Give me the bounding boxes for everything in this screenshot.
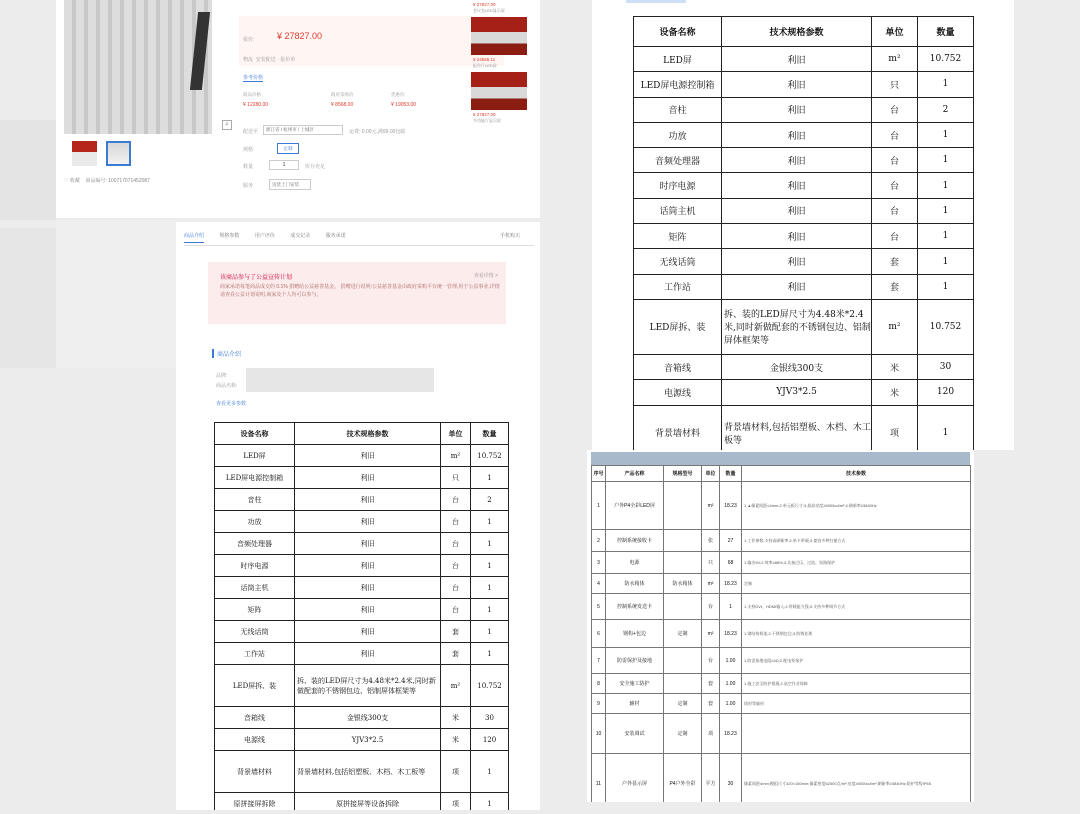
table-row: [592, 714, 971, 754]
table-cell: 台: [872, 122, 918, 147]
recommend-thumbnail[interactable]: [471, 72, 527, 110]
table-cell: 1.支持DVI、HDMI输入;2.带载能力强;3.支持多种调节方式: [742, 594, 971, 620]
table-cell: 利旧: [722, 122, 872, 147]
recommend-thumbnail[interactable]: [471, 17, 527, 55]
table-cell: 米: [872, 354, 918, 379]
qty-label: 数量: [243, 164, 254, 170]
table-cell: 台: [872, 173, 918, 198]
table-cell: 防雷保护及接地: [606, 648, 664, 674]
notice-link[interactable]: 查看详情 >: [473, 273, 498, 279]
recommend-name[interactable]: 多功能厅显示屏: [473, 118, 501, 123]
table-cell: 工作站: [634, 274, 722, 299]
table-cell: 68: [720, 552, 742, 574]
table-row: [634, 198, 974, 223]
table-cell: 张: [702, 530, 720, 552]
table-cell: m²: [702, 482, 720, 530]
product-description-panel: [176, 222, 540, 810]
table-cell: [742, 714, 971, 754]
table-cell: 利旧: [295, 445, 441, 467]
table-row: [215, 707, 509, 729]
ship-to-label: 配送至: [243, 129, 259, 135]
table-cell: 金银线300支: [295, 707, 441, 729]
table-row: [592, 552, 971, 574]
service-label: 服务: [243, 183, 254, 189]
column-header: 规格型号: [664, 466, 702, 482]
recommend-price: ¥ 27827.00: [473, 2, 496, 7]
table-cell: m²: [872, 299, 918, 354]
table-row: [215, 489, 509, 511]
table-cell: 利旧: [722, 274, 872, 299]
product-info: [239, 0, 509, 218]
table-cell: 背景墙材料,包括铝塑板、木档、木工板等: [295, 751, 441, 793]
column-header: 技术规格参数: [722, 17, 872, 47]
table-cell: 定制: [664, 620, 702, 648]
table-cell: 背景墙材料: [215, 751, 295, 793]
table-row: [215, 599, 509, 621]
table-cell: 利旧: [722, 148, 872, 173]
table-cell: LED屏: [634, 47, 722, 72]
table-cell: 5: [592, 594, 606, 620]
equipment-table-panel: [592, 0, 1014, 450]
table-cell: 电源线: [634, 380, 722, 405]
table-cell: [664, 552, 702, 574]
price-col: 优惠价 ¥ 19053.00: [391, 92, 417, 108]
table-cell: 3: [592, 552, 606, 574]
blurred-region: [0, 228, 56, 368]
table-cell: 10.752: [471, 665, 509, 707]
table-cell: 项: [441, 751, 471, 793]
table-row: [634, 249, 974, 274]
table-row: [634, 354, 974, 379]
notice-text: 商家承诺每笔商品成交的 0.1% 捐赠给公益慈善基金。 捐赠进行说明:公益慈善基金由政府采购平台统一管理,用于公益事业,详情请查看公益计划说明,商家及个人均可以参与。: [220, 284, 500, 298]
table-cell: 音频处理器: [634, 148, 722, 173]
table-row: [634, 173, 974, 198]
table-cell: 利旧: [295, 621, 441, 643]
table-cell: P4户外全彩: [664, 754, 702, 803]
table-cell: LED屏: [215, 445, 295, 467]
recommend-name[interactable]: 会议室LED显示屏: [473, 8, 505, 13]
table-cell: m²: [441, 665, 471, 707]
table-cell: 台: [872, 198, 918, 223]
table-cell: 时序电源: [215, 555, 295, 577]
table-cell: 控制系统接收卡: [606, 530, 664, 552]
table-cell: 台: [702, 648, 720, 674]
table-cell: 1.钢结构框架;2.不锈钢包边;3.防锈处理: [742, 620, 971, 648]
table-cell: 台: [441, 489, 471, 511]
table-row: [592, 482, 971, 530]
table-cell: [664, 648, 702, 674]
tab-service[interactable]: 服务承诺: [325, 233, 346, 239]
table-cell: 利旧: [722, 249, 872, 274]
table-cell: 无线话筒: [634, 249, 722, 274]
table-cell: 套: [441, 643, 471, 665]
table-cell: 利旧: [722, 173, 872, 198]
table-cell: 利旧: [722, 72, 872, 97]
product-detail-panel: [56, 0, 540, 218]
service-select[interactable]: 送货上门安装: [269, 179, 311, 190]
table-row: [215, 577, 509, 599]
table-cell: 1.防雷接地电阻≤4Ω;2.配电柜保护: [742, 648, 971, 674]
column-header: 数量: [471, 423, 509, 445]
table-cell: 安全施工防护: [606, 674, 664, 694]
table-cell: 利旧: [722, 97, 872, 122]
table-row: [592, 530, 971, 552]
table-cell: 10.752: [918, 47, 974, 72]
table-row: [592, 674, 971, 694]
table-cell: YJV3*2.5: [722, 380, 872, 405]
quantity-stepper[interactable]: 1: [269, 160, 299, 170]
table-cell: 利旧: [295, 511, 441, 533]
table-cell: 无线话筒: [215, 621, 295, 643]
table-row: [215, 665, 509, 707]
table-cell: 18.23: [720, 714, 742, 754]
table-cell: 18.23: [720, 574, 742, 594]
price-col: 商品价格 ¥ 12280.00: [243, 92, 269, 108]
table-cell: 项: [872, 405, 918, 450]
table-cell: 工作站: [215, 643, 295, 665]
recommend-price: ¥ 27827.00: [473, 112, 496, 117]
charity-notice: [208, 262, 506, 324]
spec-table: [591, 465, 971, 802]
spec-label: 规格: [243, 147, 254, 153]
table-cell: 6: [592, 620, 606, 648]
table-cell: 1: [471, 577, 509, 599]
table-row: [215, 621, 509, 643]
column-header: 产品名称: [606, 466, 664, 482]
table-cell: 1: [471, 643, 509, 665]
table-cell: 套: [872, 249, 918, 274]
table-cell: 户外P4全彩LED屏: [606, 482, 664, 530]
table-cell: m²: [441, 445, 471, 467]
table-cell: 利旧: [295, 577, 441, 599]
table-cell: 套: [702, 674, 720, 694]
table-cell: 1.▲像素间距≤4mm;2.单元板尺寸;3.最高亮度≥5000cd/m²;4.刷新率≥3840Hz: [742, 482, 971, 530]
table-cell: 利旧: [295, 489, 441, 511]
table-cell: m²: [702, 574, 720, 594]
table-row: [592, 694, 971, 714]
shipping-note: 运费: 0.00元,满99.00包邮: [349, 129, 406, 135]
column-header: 单位: [872, 17, 918, 47]
table-cell: 1.施工安全防护措施;2.高空作业保障: [742, 674, 971, 694]
table-cell: 功放: [634, 122, 722, 147]
table-row: [634, 224, 974, 249]
table-row: [592, 620, 971, 648]
table-cell: 1: [471, 511, 509, 533]
table-cell: 120: [918, 380, 974, 405]
product-price: ¥ 27827.00: [277, 31, 323, 41]
recommend-list: [471, 0, 533, 127]
blurred-region: [626, 0, 686, 3]
table-cell: 1: [720, 594, 742, 620]
table-row: [634, 72, 974, 97]
table-cell: 套: [441, 621, 471, 643]
table-cell: 防水箱体: [664, 574, 702, 594]
table-row: [592, 754, 971, 803]
table-cell: 30: [720, 754, 742, 803]
price-label: 报价:: [243, 37, 255, 43]
table-cell: 利旧: [722, 47, 872, 72]
column-header: 数量: [918, 17, 974, 47]
table-cell: 拆、装的LED屏尺寸为4.48米*2.4米,同时新做配套的不锈钢包边、铝制屏体框架等: [722, 299, 872, 354]
table-cell: 利旧: [295, 555, 441, 577]
table-cell: 120: [471, 729, 509, 751]
table-cell: 功放: [215, 511, 295, 533]
table-cell: 18.23: [720, 620, 742, 648]
table-cell: 音频处理器: [215, 533, 295, 555]
table-cell: YJV3*2.5: [295, 729, 441, 751]
recommend-name[interactable]: 报告厅LED屏: [473, 63, 497, 68]
table-cell: 1: [918, 249, 974, 274]
table-cell: 27: [720, 530, 742, 552]
table-cell: 定制: [664, 694, 702, 714]
table-cell: 米: [872, 380, 918, 405]
table-cell: 台: [441, 599, 471, 621]
table-cell: 电源: [606, 552, 664, 574]
table-cell: 音箱线: [634, 354, 722, 379]
table-cell: 台: [702, 594, 720, 620]
table-cell: 1: [918, 198, 974, 223]
more-params-link[interactable]: 查看更多参数: [216, 401, 247, 407]
table-header-row: [634, 17, 974, 47]
table-row: [634, 299, 974, 354]
table-cell: 只: [441, 467, 471, 489]
table-row: [634, 97, 974, 122]
table-cell: 7: [592, 648, 606, 674]
table-cell: 利旧: [722, 198, 872, 223]
table-row: [215, 751, 509, 793]
table-cell: 矩阵: [634, 224, 722, 249]
table-row: [215, 555, 509, 577]
table-cell: 音柱: [215, 489, 295, 511]
table-cell: 18.23: [720, 482, 742, 530]
table-cell: 10.752: [918, 299, 974, 354]
table-cell: 1: [471, 793, 509, 811]
table-cell: [664, 530, 702, 552]
table-cell: 4: [592, 574, 606, 594]
table-cell: 防水箱体: [606, 574, 664, 594]
table-row: [634, 405, 974, 450]
table-cell: 10: [592, 714, 606, 754]
table-cell: 话筒主机: [215, 577, 295, 599]
table-row: [634, 122, 974, 147]
table-cell: 线材等辅材: [742, 694, 971, 714]
table-row: [592, 594, 971, 620]
table-row: [592, 648, 971, 674]
price-col: 政府采购价 ¥ 8568.00: [331, 92, 354, 108]
table-cell: LED屏电源控制箱: [634, 72, 722, 97]
table-cell: 台: [872, 224, 918, 249]
table-cell: 控制系统发送卡: [606, 594, 664, 620]
equipment-table-zoomed: [633, 16, 974, 450]
table-cell: 话筒主机: [634, 198, 722, 223]
table-cell: 1: [918, 405, 974, 450]
section-title: 商品介绍: [212, 349, 241, 358]
table-cell: 钢构+包边: [606, 620, 664, 648]
table-cell: 只: [702, 552, 720, 574]
blurred-region: [56, 220, 176, 368]
table-cell: m²: [702, 620, 720, 648]
column-header: 设备名称: [634, 17, 722, 47]
equipment-table: [214, 422, 509, 810]
table-cell: 平方: [702, 754, 720, 803]
table-cell: 金银线300支: [722, 354, 872, 379]
table-cell: 原拼接屏拆除: [215, 793, 295, 811]
column-header: 数量: [720, 466, 742, 482]
tab-records[interactable]: 成交记录: [290, 233, 311, 239]
product-main-image[interactable]: [64, 0, 212, 134]
table-cell: 台: [441, 555, 471, 577]
table-cell: 定制: [664, 714, 702, 754]
table-cell: 只: [872, 72, 918, 97]
table-cell: LED屏拆、装: [634, 299, 722, 354]
table-cell: 利旧: [295, 643, 441, 665]
column-header: 单位: [441, 423, 471, 445]
table-cell: 30: [471, 707, 509, 729]
table-cell: 1: [471, 555, 509, 577]
table-header-row: [592, 466, 971, 482]
table-cell: 1: [471, 533, 509, 555]
table-cell: 台: [441, 577, 471, 599]
table-row: [634, 274, 974, 299]
table-cell: 利旧: [295, 533, 441, 555]
mobile-buy-link[interactable]: 手机购买: [499, 233, 520, 239]
table-cell: 1.00: [720, 674, 742, 694]
table-cell: 安装调试: [606, 714, 664, 754]
table-cell: 1: [471, 751, 509, 793]
column-header: 技术参数: [742, 466, 971, 482]
tab-intro[interactable]: 商品介绍: [184, 232, 204, 243]
table-row: [215, 793, 509, 811]
recommend-price: ¥ 24566.11: [473, 57, 496, 62]
table-row: [592, 574, 971, 594]
blurred-region: [0, 120, 56, 220]
spec-table-panel: [587, 450, 974, 802]
table-cell: 音箱线: [215, 707, 295, 729]
favorite-icon[interactable]: ♡: [64, 178, 69, 184]
table-cell: 背景墙材料: [634, 405, 722, 450]
table-cell: 2: [471, 489, 509, 511]
column-header: 单位: [702, 466, 720, 482]
table-cell: 30: [918, 354, 974, 379]
table-cell: 拆、装的LED屏尺寸为4.48米*2.4米,同时新做配套的不锈钢包边、铝制屏体框架等: [295, 665, 441, 707]
table-cell: 9: [592, 694, 606, 714]
table-row: [215, 467, 509, 489]
description-tabs: [184, 232, 534, 246]
table-cell: 1: [918, 148, 974, 173]
product-thumbnail[interactable]: [72, 141, 97, 166]
table-cell: 1.工作参数:支持高刷新率;2.单卡带载;3.兼容多种扫描方式: [742, 530, 971, 552]
column-header: 技术规格参数: [295, 423, 441, 445]
table-cell: 1: [918, 173, 974, 198]
notice-title: 该商品参与了公益宣传计划: [220, 275, 293, 281]
table-cell: 定制: [742, 574, 971, 594]
table-cell: 1: [918, 72, 974, 97]
table-row: [215, 511, 509, 533]
table-cell: [664, 482, 702, 530]
table-cell: 时序电源: [634, 173, 722, 198]
table-cell: 1: [471, 621, 509, 643]
table-row: [634, 148, 974, 173]
table-cell: 1: [918, 274, 974, 299]
table-header-bar: [591, 452, 970, 465]
table-cell: 音柱: [634, 97, 722, 122]
column-header: 序号: [592, 466, 606, 482]
table-cell: 1.输出5V;2.效率≥88%;3.具备过压、过流、短路保护: [742, 552, 971, 574]
tab-specs[interactable]: 规格参数: [219, 233, 240, 239]
reference-price-tab[interactable]: 参考价格: [243, 75, 264, 81]
table-header-row: [215, 423, 509, 445]
table-cell: 米: [441, 729, 471, 751]
table-cell: 1: [471, 599, 509, 621]
table-cell: 11: [592, 754, 606, 803]
shipping-row: 物流 安装配送 · 报价单: [243, 57, 296, 63]
table-cell: 利旧: [295, 599, 441, 621]
table-cell: 台: [872, 148, 918, 173]
table-row: [634, 47, 974, 72]
table-row: [215, 533, 509, 555]
table-cell: 米: [441, 707, 471, 729]
stock-note: 库存充足: [305, 164, 326, 170]
table-cell: 台: [441, 511, 471, 533]
table-cell: 1.00: [720, 648, 742, 674]
table-cell: 像素间距4mm;模组尺寸320×160mm;像素密度62500点/m²;亮度≥5000cd/m²;刷新率≥3840Hz;防护等级IP65: [742, 754, 971, 803]
table-cell: 原拼接屏等设备拆除: [295, 793, 441, 811]
table-row: [215, 643, 509, 665]
spec-option[interactable]: 定制: [277, 143, 299, 154]
table-cell: 辅材: [606, 694, 664, 714]
table-row: [215, 445, 509, 467]
product-thumbnail-selected[interactable]: [106, 141, 131, 166]
column-header: 设备名称: [215, 423, 295, 445]
table-cell: 利旧: [722, 224, 872, 249]
table-cell: 10.752: [471, 445, 509, 467]
table-cell: 1: [918, 122, 974, 147]
table-cell: 2: [592, 530, 606, 552]
table-cell: m²: [872, 47, 918, 72]
table-cell: 户外显示屏: [606, 754, 664, 803]
table-cell: 1: [471, 467, 509, 489]
table-cell: LED屏拆、装: [215, 665, 295, 707]
table-cell: 1.00: [720, 694, 742, 714]
product-params: 品牌: 商品名称:: [216, 373, 238, 389]
table-row: [215, 729, 509, 751]
table-cell: 项: [702, 714, 720, 754]
table-cell: 电源线: [215, 729, 295, 751]
table-row: [634, 380, 974, 405]
ship-to-select[interactable]: 浙江省 / 杭州市 / 上城区: [263, 125, 343, 135]
table-cell: 台: [441, 533, 471, 555]
table-cell: 1: [592, 482, 606, 530]
table-cell: 利旧: [295, 467, 441, 489]
table-cell: [664, 594, 702, 620]
table-cell: 台: [872, 97, 918, 122]
product-meta: ♡ 收藏 商品编号: 100717071452087: [64, 178, 150, 184]
table-cell: 项: [441, 793, 471, 811]
zoom-icon[interactable]: ⌕: [222, 120, 232, 130]
table-cell: 矩阵: [215, 599, 295, 621]
table-cell: 8: [592, 674, 606, 694]
tab-reviews[interactable]: 用户评价: [254, 233, 275, 239]
blurred-region: [246, 368, 434, 392]
table-cell: 2: [918, 97, 974, 122]
table-cell: [664, 674, 702, 694]
table-cell: 套: [872, 274, 918, 299]
table-cell: 1: [918, 224, 974, 249]
table-cell: 背景墙材料,包括铝塑板、木档、木工板等: [722, 405, 872, 450]
table-cell: 套: [702, 694, 720, 714]
table-cell: LED屏电源控制箱: [215, 467, 295, 489]
